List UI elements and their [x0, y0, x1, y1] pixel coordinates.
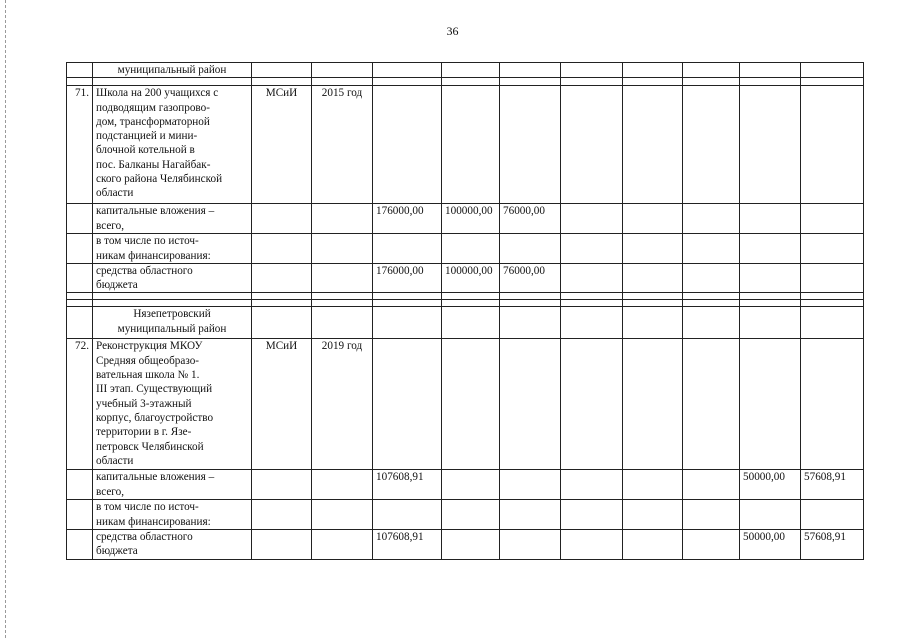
value-cell: 107608,91 — [373, 530, 442, 560]
capital-investment-row — [67, 470, 864, 500]
table-row-spacer — [67, 293, 864, 300]
page-edge-line — [5, 0, 6, 640]
table-row — [67, 63, 864, 78]
value-cell: 57608,91 — [801, 470, 864, 500]
value-cell: 76000,00 — [500, 204, 561, 234]
regional-budget-row — [67, 263, 864, 293]
project-row-72 — [67, 339, 864, 470]
project-row-71 — [67, 86, 864, 204]
cell — [67, 63, 93, 78]
district-header-row — [67, 307, 864, 339]
row-label: капитальные вложения – всего, — [93, 204, 252, 234]
page-number: 36 — [446, 24, 459, 38]
table-row-spacer — [67, 300, 864, 307]
value-cell: 100000,00 — [442, 263, 500, 293]
period: 2015 год — [312, 86, 373, 204]
period: 2019 год — [312, 339, 373, 470]
value-cell: 176000,00 — [373, 204, 442, 234]
project-number: 72. — [67, 339, 93, 470]
row-label: в том числе по источ- никам финансирования: — [93, 500, 252, 530]
row-label: капитальные вложения – всего, — [93, 470, 252, 500]
executor: МСиИ — [252, 339, 312, 470]
district-name: Нязепетровский муниципальный район — [93, 307, 252, 339]
capital-investment-row — [67, 204, 864, 234]
value-cell: 176000,00 — [373, 263, 442, 293]
value-cell: 57608,91 — [801, 530, 864, 560]
funding-sources-row — [67, 234, 864, 264]
project-number: 71. — [67, 86, 93, 204]
value-cell: 107608,91 — [373, 470, 442, 500]
project-description: Реконструкция МКОУ Средняя общеобразо- вательная школа № 1. III этап. Существующий учебный 3-этажный корпус, благоустройство территории в г. Язе- петровск Челябинской области — [93, 339, 252, 470]
municipal-district-label: муниципальный район — [93, 63, 252, 78]
row-label: в том числе по источ- никам финансирования: — [93, 234, 252, 264]
row-label: средства областного бюджета — [93, 263, 252, 293]
investment-table — [66, 62, 864, 560]
value-cell: 50000,00 — [740, 530, 801, 560]
row-label: средства областного бюджета — [93, 530, 252, 560]
value-cell: 76000,00 — [500, 263, 561, 293]
table-row-spacer — [67, 78, 864, 86]
value-cell: 50000,00 — [740, 470, 801, 500]
regional-budget-row — [67, 530, 864, 560]
funding-sources-row — [67, 500, 864, 530]
project-description: Школа на 200 учащихся с подводящим газопрово- дом, трансформаторной подстанцией и мини- блочной котельной в пос. Балканы Нагайбак- ского района Челябинской области — [93, 86, 252, 204]
value-cell: 100000,00 — [442, 204, 500, 234]
executor: МСиИ — [252, 86, 312, 204]
